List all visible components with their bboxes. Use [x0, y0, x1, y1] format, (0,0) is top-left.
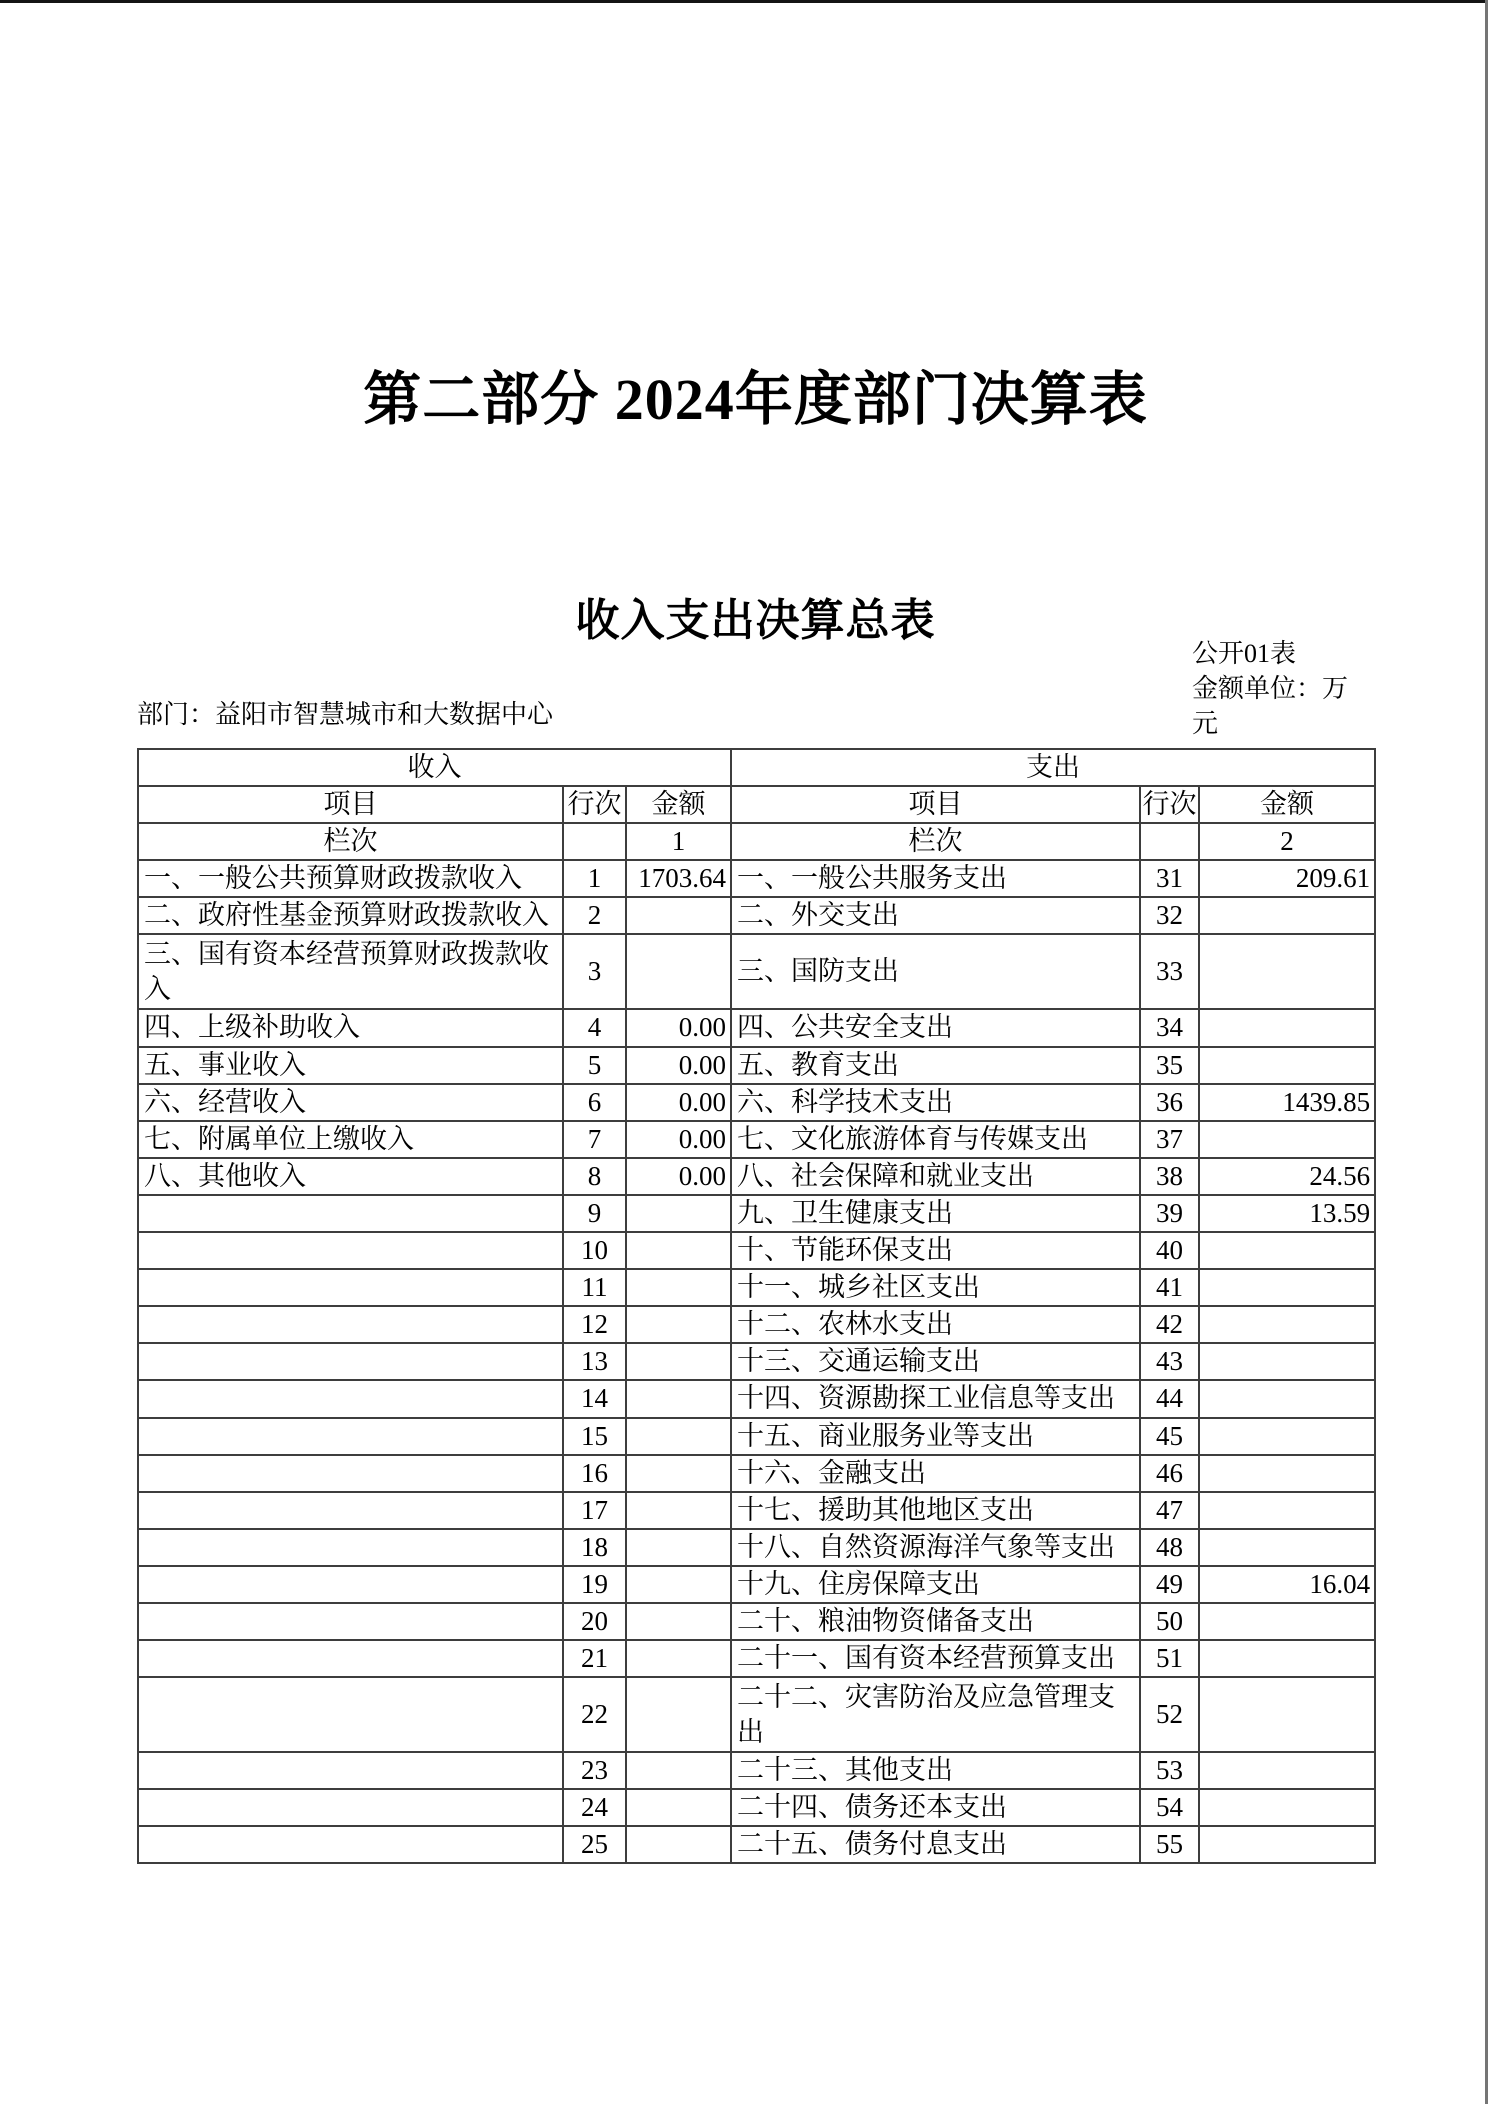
expense-item-cell: 十二、农林水支出	[731, 1306, 1140, 1343]
income-item-cell: 六、经营收入	[138, 1084, 563, 1121]
expense-amount-cell	[1199, 1455, 1375, 1492]
expense-amount-cell	[1199, 1121, 1375, 1158]
table-row	[138, 1566, 1375, 1603]
table-title: 收入支出决算总表	[575, 596, 936, 645]
income-item-cell: 五、事业收入	[138, 1047, 563, 1084]
income-line-cell: 4	[563, 1009, 626, 1046]
expense-item-cell: 三、国防支出	[731, 934, 1140, 1009]
expense-item-cell: 十、节能环保支出	[731, 1232, 1140, 1269]
expense-item-cell: 十六、金融支出	[731, 1455, 1140, 1492]
document-title: 第二部分 2024年度部门决算表	[363, 367, 1148, 432]
income-amount-cell	[626, 1232, 731, 1269]
table-row	[138, 1752, 1375, 1789]
expense-amount-cell: 16.04	[1199, 1566, 1375, 1603]
income-line-cell: 17	[563, 1492, 626, 1529]
expense-item-cell: 九、卫生健康支出	[731, 1195, 1140, 1232]
expense-line-cell: 34	[1140, 1009, 1199, 1046]
expense-line-cell: 48	[1140, 1529, 1199, 1566]
expense-item-cell: 七、文化旅游体育与传媒支出	[731, 1121, 1140, 1158]
income-lanci-line-cell	[563, 823, 626, 860]
income-line-cell: 24	[563, 1789, 626, 1826]
income-amount-cell	[626, 897, 731, 934]
expense-amount-cell	[1199, 1009, 1375, 1046]
expense-line-cell: 38	[1140, 1158, 1199, 1195]
expense-item-cell: 二十四、债务还本支出	[731, 1789, 1140, 1826]
expense-line-cell: 49	[1140, 1566, 1199, 1603]
table-row	[138, 1380, 1375, 1417]
income-line-cell: 6	[563, 1084, 626, 1121]
table-row	[138, 1640, 1375, 1677]
income-item-col-header: 项目	[138, 786, 563, 823]
income-column-number: 1	[626, 823, 731, 860]
expense-line-cell: 45	[1140, 1418, 1199, 1455]
expense-amount-col-header: 金额	[1199, 786, 1375, 823]
expense-line-cell: 39	[1140, 1195, 1199, 1232]
expense-item-cell: 八、社会保障和就业支出	[731, 1158, 1140, 1195]
income-amount-col-header: 金额	[626, 786, 731, 823]
income-lanci-label: 栏次	[138, 823, 563, 860]
expense-item-cell: 四、公共安全支出	[731, 1009, 1140, 1046]
expense-amount-cell	[1199, 1603, 1375, 1640]
income-line-cell: 14	[563, 1380, 626, 1417]
expense-amount-cell	[1199, 1677, 1375, 1752]
table-row	[138, 934, 1375, 1009]
income-item-cell	[138, 1492, 563, 1529]
expense-column-number: 2	[1199, 823, 1375, 860]
expense-item-cell: 十四、资源勘探工业信息等支出	[731, 1380, 1140, 1417]
income-item-cell: 八、其他收入	[138, 1158, 563, 1195]
income-line-cell: 3	[563, 934, 626, 1009]
expense-item-cell: 五、教育支出	[731, 1047, 1140, 1084]
expense-amount-cell	[1199, 1269, 1375, 1306]
expense-item-cell: 十八、自然资源海洋气象等支出	[731, 1529, 1140, 1566]
expense-amount-cell	[1199, 1492, 1375, 1529]
expense-amount-cell	[1199, 1343, 1375, 1380]
income-item-cell	[138, 1640, 563, 1677]
income-line-cell: 2	[563, 897, 626, 934]
expense-item-cell: 一、一般公共服务支出	[731, 860, 1140, 897]
expense-item-cell: 十三、交通运输支出	[731, 1343, 1140, 1380]
table-row	[138, 1084, 1375, 1121]
expense-item-cell: 二、外交支出	[731, 897, 1140, 934]
expense-section-header: 支出	[731, 749, 1375, 786]
income-line-cell: 19	[563, 1566, 626, 1603]
income-amount-cell	[626, 1789, 731, 1826]
income-item-cell	[138, 1418, 563, 1455]
table-row	[138, 1195, 1375, 1232]
income-item-cell	[138, 1343, 563, 1380]
table-meta-block	[1192, 636, 1364, 741]
table-row	[138, 1603, 1375, 1640]
income-line-cell: 20	[563, 1603, 626, 1640]
income-item-cell: 四、上级补助收入	[138, 1009, 563, 1046]
income-amount-cell	[626, 1455, 731, 1492]
expense-amount-cell	[1199, 1380, 1375, 1417]
expense-line-cell: 47	[1140, 1492, 1199, 1529]
income-line-cell: 7	[563, 1121, 626, 1158]
income-amount-cell	[626, 1306, 731, 1343]
income-line-cell: 8	[563, 1158, 626, 1195]
table-row	[138, 1343, 1375, 1380]
income-item-cell	[138, 1677, 563, 1752]
table-row	[138, 1529, 1375, 1566]
income-item-cell	[138, 1566, 563, 1603]
expense-line-cell: 54	[1140, 1789, 1199, 1826]
income-line-cell: 18	[563, 1529, 626, 1566]
table-row	[138, 897, 1375, 934]
income-line-cell: 5	[563, 1047, 626, 1084]
income-amount-cell: 0.00	[626, 1084, 731, 1121]
income-item-cell: 七、附属单位上缴收入	[138, 1121, 563, 1158]
income-amount-cell	[626, 1677, 731, 1752]
expense-item-col-header: 项目	[731, 786, 1140, 823]
expense-line-cell: 55	[1140, 1826, 1199, 1863]
income-amount-cell: 0.00	[626, 1047, 731, 1084]
income-line-cell: 1	[563, 860, 626, 897]
expense-amount-cell	[1199, 1826, 1375, 1863]
expense-amount-cell	[1199, 1752, 1375, 1789]
table-row	[138, 1677, 1375, 1752]
expense-line-cell: 53	[1140, 1752, 1199, 1789]
expense-amount-cell	[1199, 1529, 1375, 1566]
expense-line-cell: 35	[1140, 1047, 1199, 1084]
expense-item-cell: 十一、城乡社区支出	[731, 1269, 1140, 1306]
expense-amount-cell: 1439.85	[1199, 1084, 1375, 1121]
expense-lanci-line-cell	[1140, 823, 1199, 860]
table-number: 公开01表	[1192, 639, 1297, 668]
income-amount-cell	[626, 1269, 731, 1306]
income-item-cell	[138, 1455, 563, 1492]
income-line-cell: 13	[563, 1343, 626, 1380]
expense-item-cell: 二十、粮油物资储备支出	[731, 1603, 1140, 1640]
income-line-cell: 15	[563, 1418, 626, 1455]
income-line-cell: 9	[563, 1195, 626, 1232]
expense-amount-cell	[1199, 934, 1375, 1009]
expense-amount-cell	[1199, 1640, 1375, 1677]
expense-line-cell: 41	[1140, 1269, 1199, 1306]
table-row	[138, 1009, 1375, 1046]
income-item-cell	[138, 1269, 563, 1306]
income-amount-cell	[626, 1492, 731, 1529]
table-row	[138, 1232, 1375, 1269]
expense-item-cell: 二十五、债务付息支出	[731, 1826, 1140, 1863]
table-row	[138, 1492, 1375, 1529]
income-line-cell: 11	[563, 1269, 626, 1306]
expense-item-cell: 二十二、灾害防治及应急管理支出	[731, 1677, 1140, 1752]
section-header-row	[138, 749, 1375, 786]
income-amount-cell	[626, 934, 731, 1009]
expense-line-cell: 32	[1140, 897, 1199, 934]
expense-item-cell: 十九、住房保障支出	[731, 1566, 1140, 1603]
expense-amount-cell	[1199, 1789, 1375, 1826]
expense-line-cell: 42	[1140, 1306, 1199, 1343]
expense-line-cell: 37	[1140, 1121, 1199, 1158]
expense-amount-cell	[1199, 1047, 1375, 1084]
income-amount-cell	[626, 1566, 731, 1603]
expense-line-cell: 43	[1140, 1343, 1199, 1380]
income-line-cell: 21	[563, 1640, 626, 1677]
table-row	[138, 1826, 1375, 1863]
income-amount-cell	[626, 1603, 731, 1640]
income-amount-cell	[626, 1826, 731, 1863]
income-item-cell	[138, 1232, 563, 1269]
expense-item-cell: 二十一、国有资本经营预算支出	[731, 1640, 1140, 1677]
table-row	[138, 860, 1375, 897]
income-line-cell: 16	[563, 1455, 626, 1492]
income-item-cell: 一、一般公共预算财政拨款收入	[138, 860, 563, 897]
income-line-cell: 12	[563, 1306, 626, 1343]
expense-line-cell: 40	[1140, 1232, 1199, 1269]
income-amount-cell: 0.00	[626, 1009, 731, 1046]
table-row	[138, 1789, 1375, 1826]
department-label: 部门：益阳市智慧城市和大数据中心	[137, 700, 554, 729]
income-item-cell	[138, 1529, 563, 1566]
expense-line-cell: 51	[1140, 1640, 1199, 1677]
expense-item-cell: 十七、援助其他地区支出	[731, 1492, 1140, 1529]
expense-item-cell: 十五、商业服务业等支出	[731, 1418, 1140, 1455]
expense-line-col-header: 行次	[1140, 786, 1199, 823]
income-amount-cell	[626, 1640, 731, 1677]
budget-table	[137, 748, 1376, 1864]
income-amount-cell: 0.00	[626, 1121, 731, 1158]
income-amount-cell	[626, 1529, 731, 1566]
table-row	[138, 1269, 1375, 1306]
income-amount-cell: 0.00	[626, 1158, 731, 1195]
expense-amount-cell	[1199, 1418, 1375, 1455]
expense-line-cell: 50	[1140, 1603, 1199, 1640]
income-amount-cell	[626, 1752, 731, 1789]
expense-amount-cell: 209.61	[1199, 860, 1375, 897]
income-item-cell	[138, 1826, 563, 1863]
column-index-row	[138, 823, 1375, 860]
expense-line-cell: 33	[1140, 934, 1199, 1009]
income-line-cell: 23	[563, 1752, 626, 1789]
income-section-header: 收入	[138, 749, 731, 786]
expense-line-cell: 46	[1140, 1455, 1199, 1492]
expense-amount-cell	[1199, 1306, 1375, 1343]
income-amount-cell	[626, 1195, 731, 1232]
income-item-cell: 二、政府性基金预算财政拨款收入	[138, 897, 563, 934]
income-amount-cell	[626, 1418, 731, 1455]
table-row	[138, 1455, 1375, 1492]
expense-line-cell: 52	[1140, 1677, 1199, 1752]
table-row	[138, 1158, 1375, 1195]
expense-line-cell: 36	[1140, 1084, 1199, 1121]
income-item-cell	[138, 1603, 563, 1640]
income-amount-cell	[626, 1343, 731, 1380]
expense-lanci-label: 栏次	[731, 823, 1140, 860]
income-line-cell: 25	[563, 1826, 626, 1863]
expense-line-cell: 31	[1140, 860, 1199, 897]
income-amount-cell	[626, 1380, 731, 1417]
income-item-cell	[138, 1195, 563, 1232]
table-row	[138, 1418, 1375, 1455]
expense-amount-cell: 13.59	[1199, 1195, 1375, 1232]
income-item-cell	[138, 1306, 563, 1343]
expense-item-cell: 二十三、其他支出	[731, 1752, 1140, 1789]
expense-line-cell: 44	[1140, 1380, 1199, 1417]
expense-amount-cell	[1199, 897, 1375, 934]
income-item-cell: 三、国有资本经营预算财政拨款收入	[138, 934, 563, 1009]
column-header-row	[138, 786, 1375, 823]
income-item-cell	[138, 1380, 563, 1417]
table-row	[138, 1306, 1375, 1343]
window-top-edge	[0, 0, 1488, 3]
income-line-col-header: 行次	[563, 786, 626, 823]
expense-amount-cell: 24.56	[1199, 1158, 1375, 1195]
income-item-cell	[138, 1789, 563, 1826]
income-amount-cell: 1703.64	[626, 860, 731, 897]
table-row	[138, 1121, 1375, 1158]
budget-table-body	[138, 860, 1375, 1863]
income-item-cell	[138, 1752, 563, 1789]
expense-item-cell: 六、科学技术支出	[731, 1084, 1140, 1121]
income-line-cell: 22	[563, 1677, 626, 1752]
unit-note: 金额单位：万元	[1192, 674, 1349, 738]
income-line-cell: 10	[563, 1232, 626, 1269]
expense-amount-cell	[1199, 1232, 1375, 1269]
table-row	[138, 1047, 1375, 1084]
